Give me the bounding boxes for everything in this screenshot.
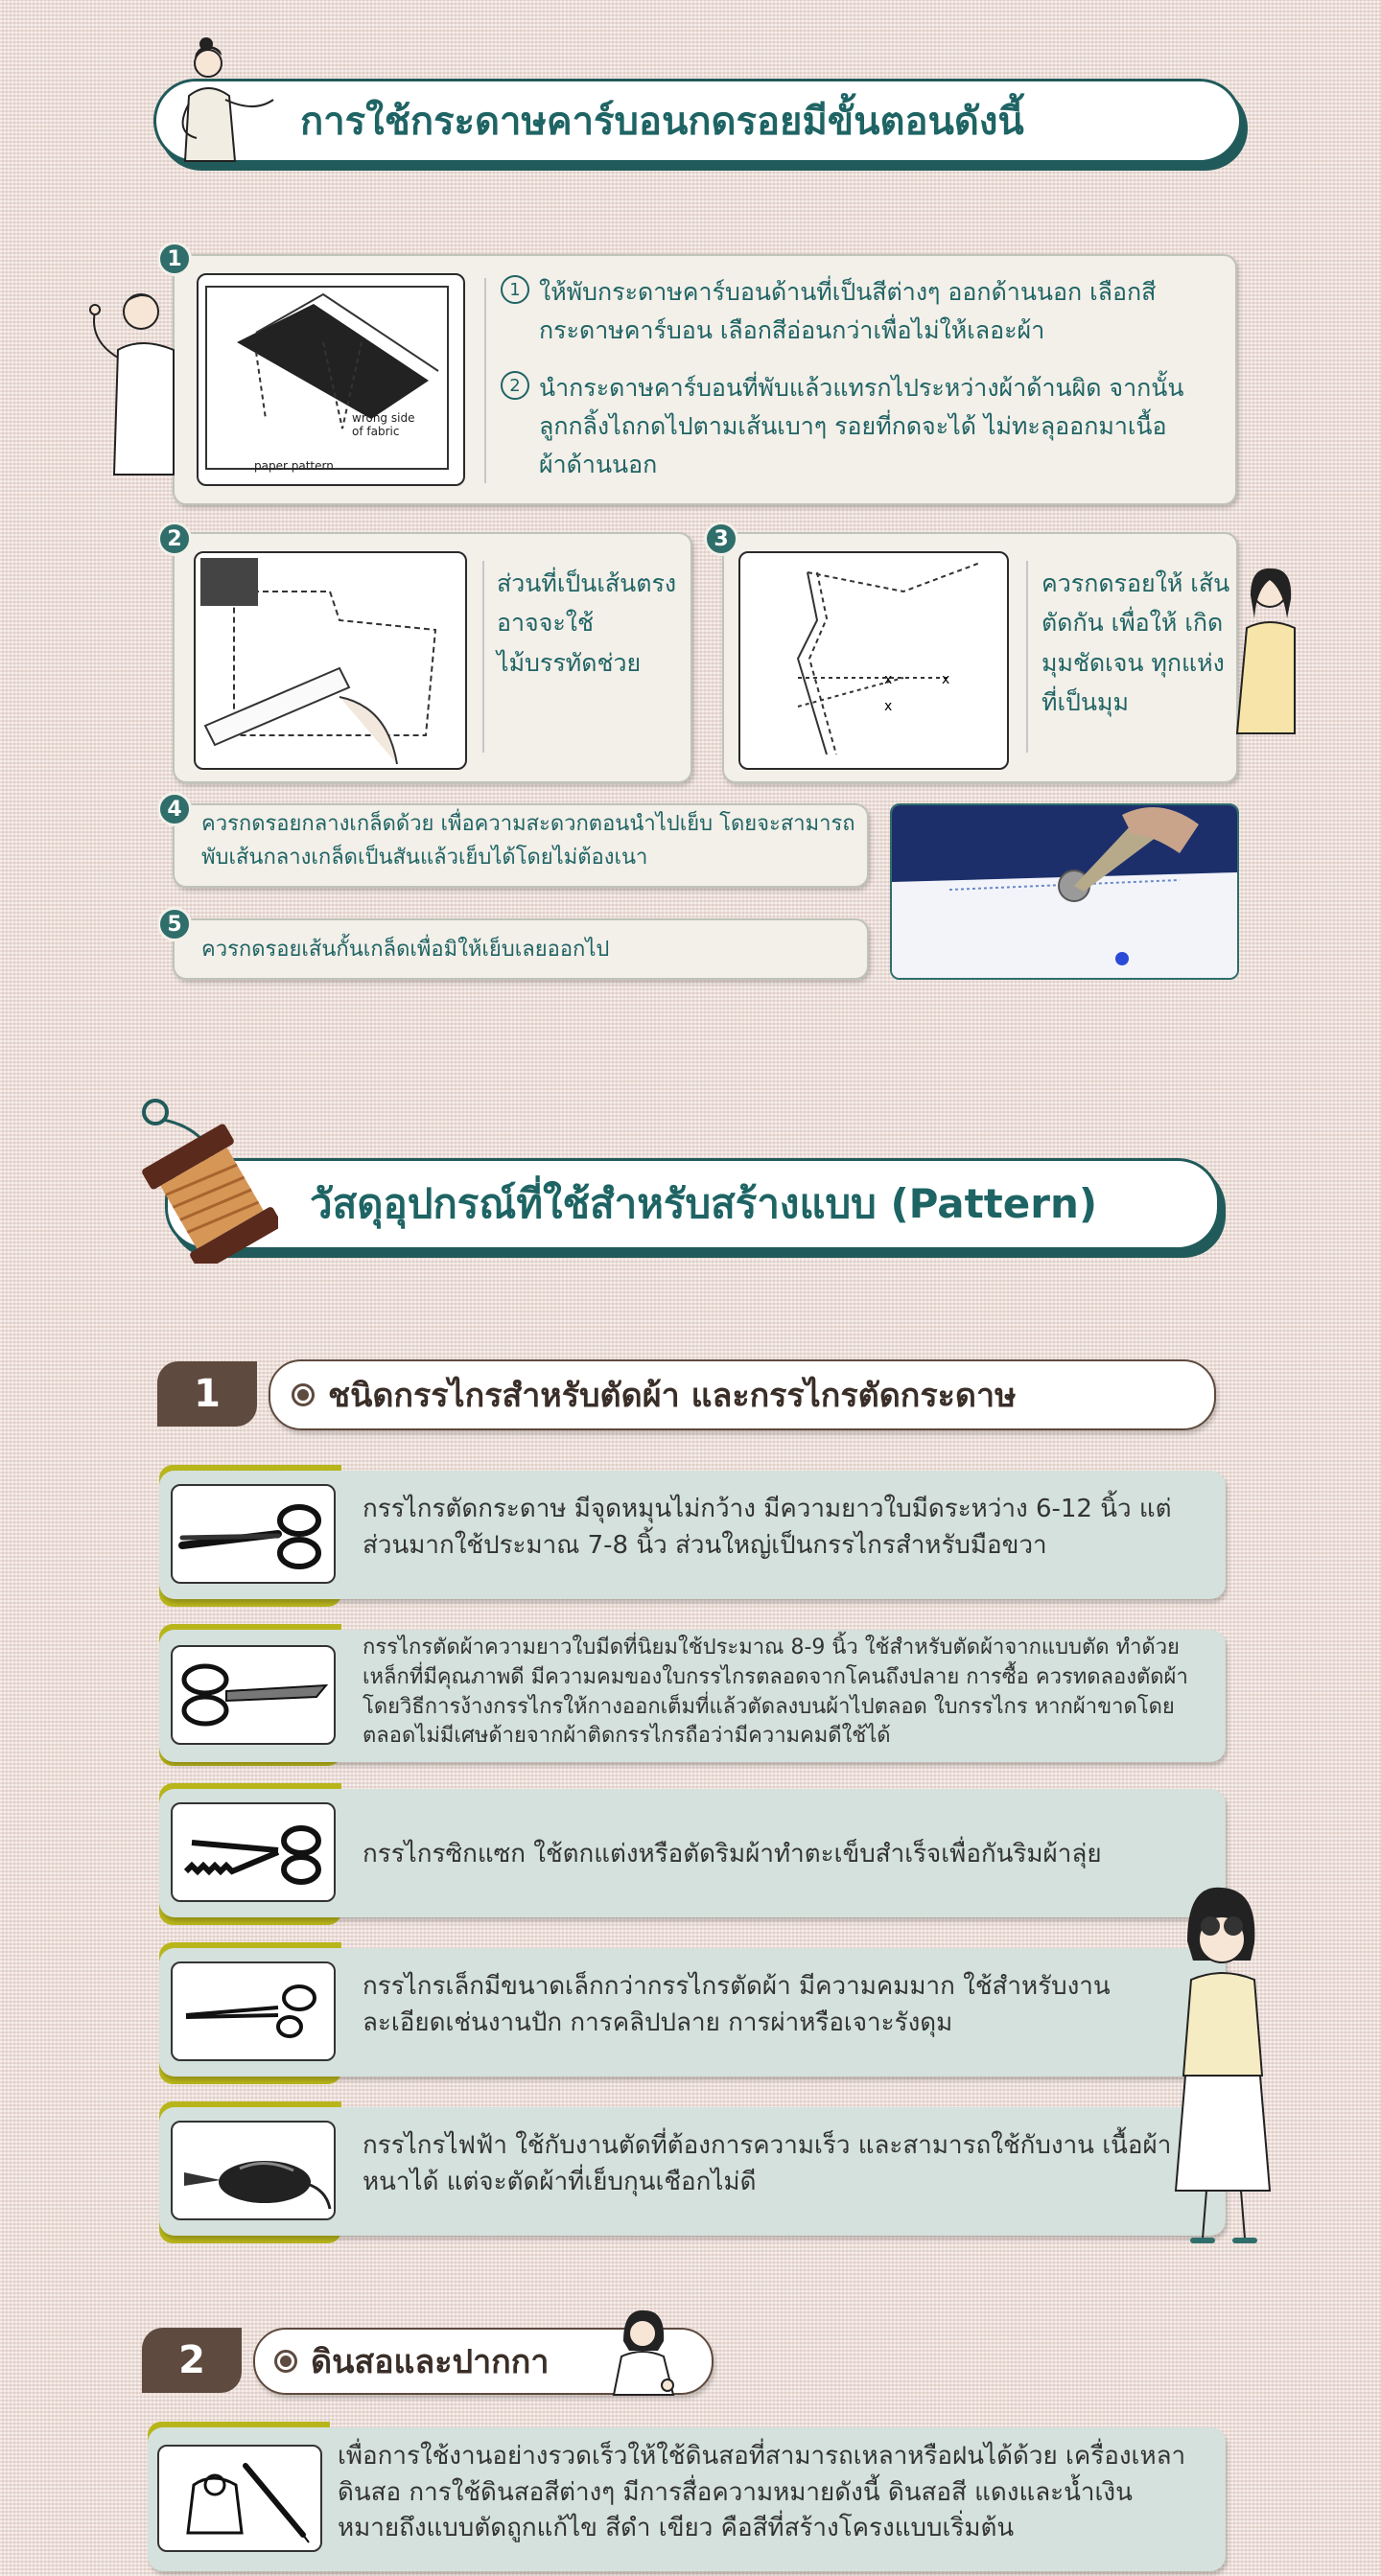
step2-text: ส่วนที่เป็นเส้นตรง อาจจะใช้ไม้บรรทัดช่วย [497,569,677,677]
scissors-item-1-text: กรรไกรตัดกระดาษ มีจุดหมุนไม่กว้าง มีความยาวใบมีดระหว่าง 6-12 นิ้ว แต่ส่วนมากใช้ประมาณ 7-8 นิ้ว ส่วนใหญ่เป็นกรรไกรสำหรับมือขวา [363,1495,1172,1560]
svg-text:x: x [884,699,893,714]
presenter-woman-illustration [168,36,293,171]
woman-sitting-illustration [595,2303,690,2399]
step4-text: ควรกดรอยกลางเกล็ดด้วย เพื่อความสะดวกตอนนำไปเย็บ โดยจะสามารถพับเส้นกลางเกล็ดเป็นสันแล้วเย็บได้โดยไม่ต้องเนา [201,812,855,870]
step3-badge: 3 [704,522,738,556]
scissors-item-4-text: กรรไกรเล็กมีขนาดเล็กกว่ากรรไกรตัดผ้า มีความคมมาก ใช้สำหรับงาน ละเอียดเช่นงานปัก การคลิปปลาย การผ่าหรือเจาะรังดุม [363,1972,1111,2037]
step1-badge: 1 [157,242,192,276]
step4-badge: 4 [157,792,192,826]
carbon-paper-diagram [197,273,465,486]
step1-item-1-text: ให้พับกระดาษคาร์บอนด้านที่เป็นสีต่างๆ ออกด้านนอก เลือกสีกระดาษคาร์บอน เลือกสีอ่อนกว่าเพื่อไม่ให้เลอะผ้า [539,278,1157,344]
ruler-tracing-sketch [194,551,467,770]
step1-item-2 [501,369,1191,484]
svg-text:x: x [884,672,893,687]
intersecting-lines-sketch [738,551,1009,770]
section1-title: ชนิดกรรไกรสำหรับตัดผ้า และกรรไกรตัดกระดาษ [328,1377,1017,1415]
thread-spool-icon [134,1091,278,1264]
tracing-wheel-photo [890,803,1239,980]
header-title-pill [153,79,1242,163]
electric-scissors-icon [171,2121,336,2220]
bullet-dot-icon [274,2350,297,2373]
diagram-label-wrong-side: wrong side of fabric [352,411,415,439]
pencil-item-text: เพื่อการใช้งานอย่างรวดเร็วให้ใช้ดินสอที่สามารถเหลาหรือฝนได้ด้วย เครื่องเหลาดินสอ การใช้ดินสอสีต่างๆ มีการสื่อความหมายดังนี้ ดินสอสี แดงและน้ำเงิน หมายถึงแบบตัดถูกแก้ไข สีดำ เขียว คือสีที่สร้างโครงแบบเริ่มต้น [338,2442,1186,2543]
marker-circle-1: 1 [501,275,529,304]
small-scissors-icon [171,1961,336,2061]
section1-header-pill [269,1359,1216,1430]
pointing-man-illustration [82,283,177,494]
pencil-sharpener-icon [157,2445,322,2552]
divider-line [484,278,486,483]
section-title-materials: วัสดุอุปกรณ์ที่ใช้สำหรับสร้างแบบ (Pattern) [310,1180,1098,1227]
bullet-dot-icon [292,1383,315,1406]
paper-scissors-icon [171,1484,336,1584]
svg-text:x: x [942,672,950,687]
scissors-item-2-text: กรรไกรตัดผ้าความยาวใบมีดที่นิยมใช้ประมาณ 8-9 นิ้ว ใช้สำหรับตัดผ้าจากแบบตัด ทำด้วยเหล็กที่มีคุณภาพดี มีความคมของใบกรรไกรตลอดจากโคนถึงปลาย การซื้อ ควรทดลองตัดผ้า โดยวิธีการง้างกรรไกรให้กางออกเต็มที่แล้วตัดลงบนผ้าไปตลอด ใบกรรไกร หากผ้าขาดโดยตลอดไม่มีเศษด้ายจากผ้าติดกรรไกรถือว่ามีความคมดีใช้ได้ [363,1636,1188,1749]
woman-illustration-right [1228,561,1304,743]
step1-item-1 [501,273,1210,350]
section2-number-tab: 2 [142,2328,242,2393]
pinking-shears-icon [171,1802,336,1902]
step1-item-2-text: นำกระดาษคาร์บอนที่พับแล้วแทรกไประหว่างผ้าด้านผิด จากนั้นลูกกลิ้งไถกดไปตามเส้นเบาๆ รอยที่กดจะได้ ไม่ทะลุออกมาเนื้อผ้าด้านนอก [539,374,1184,478]
fabric-scissors-icon [171,1645,336,1745]
header2-title-pill [165,1158,1220,1250]
scissors-item-5-text: กรรไกรไฟฟ้า ใช้กับงานตัดที่ต้องการความเร็ว และสามารถใช้กับงาน เนื้อผ้าหนาได้ แต่จะตัดผ้าที่เย็บกุนเชือกไม่ดี [363,2131,1172,2196]
binoculars-woman-illustration [1159,1884,1283,2248]
page-title: การใช้กระดาษคาร์บอนกดรอยมีขั้นตอนดังนี้ [300,100,1024,144]
step3-text: ควรกดรอยให้ เส้นตัดกัน เพื่อให้ เกิดมุมชัดเจน ทุกแห่งที่เป็นมุม [1042,569,1230,716]
section1-number-tab: 1 [157,1361,257,1427]
step2-badge: 2 [157,522,192,556]
marker-circle-2: 2 [501,371,529,400]
diagram-label-pattern: paper pattern [254,459,334,473]
step5-badge: 5 [157,907,192,941]
step5-text: ควรกดรอยเส้นกั้นเกล็ดเพื่อมิให้เย็บเลยออกไป [201,938,610,962]
divider-line [1026,561,1028,753]
divider-line [482,561,484,753]
section2-title: ดินสอและปากกา [311,2343,550,2381]
scissors-item-3-text: กรรไกรซิกแซก ใช้ตกแต่งหรือตัดริมผ้าทำตะเข็บสำเร็จเพื่อกันริมผ้าลุ่ย [363,1840,1102,1868]
